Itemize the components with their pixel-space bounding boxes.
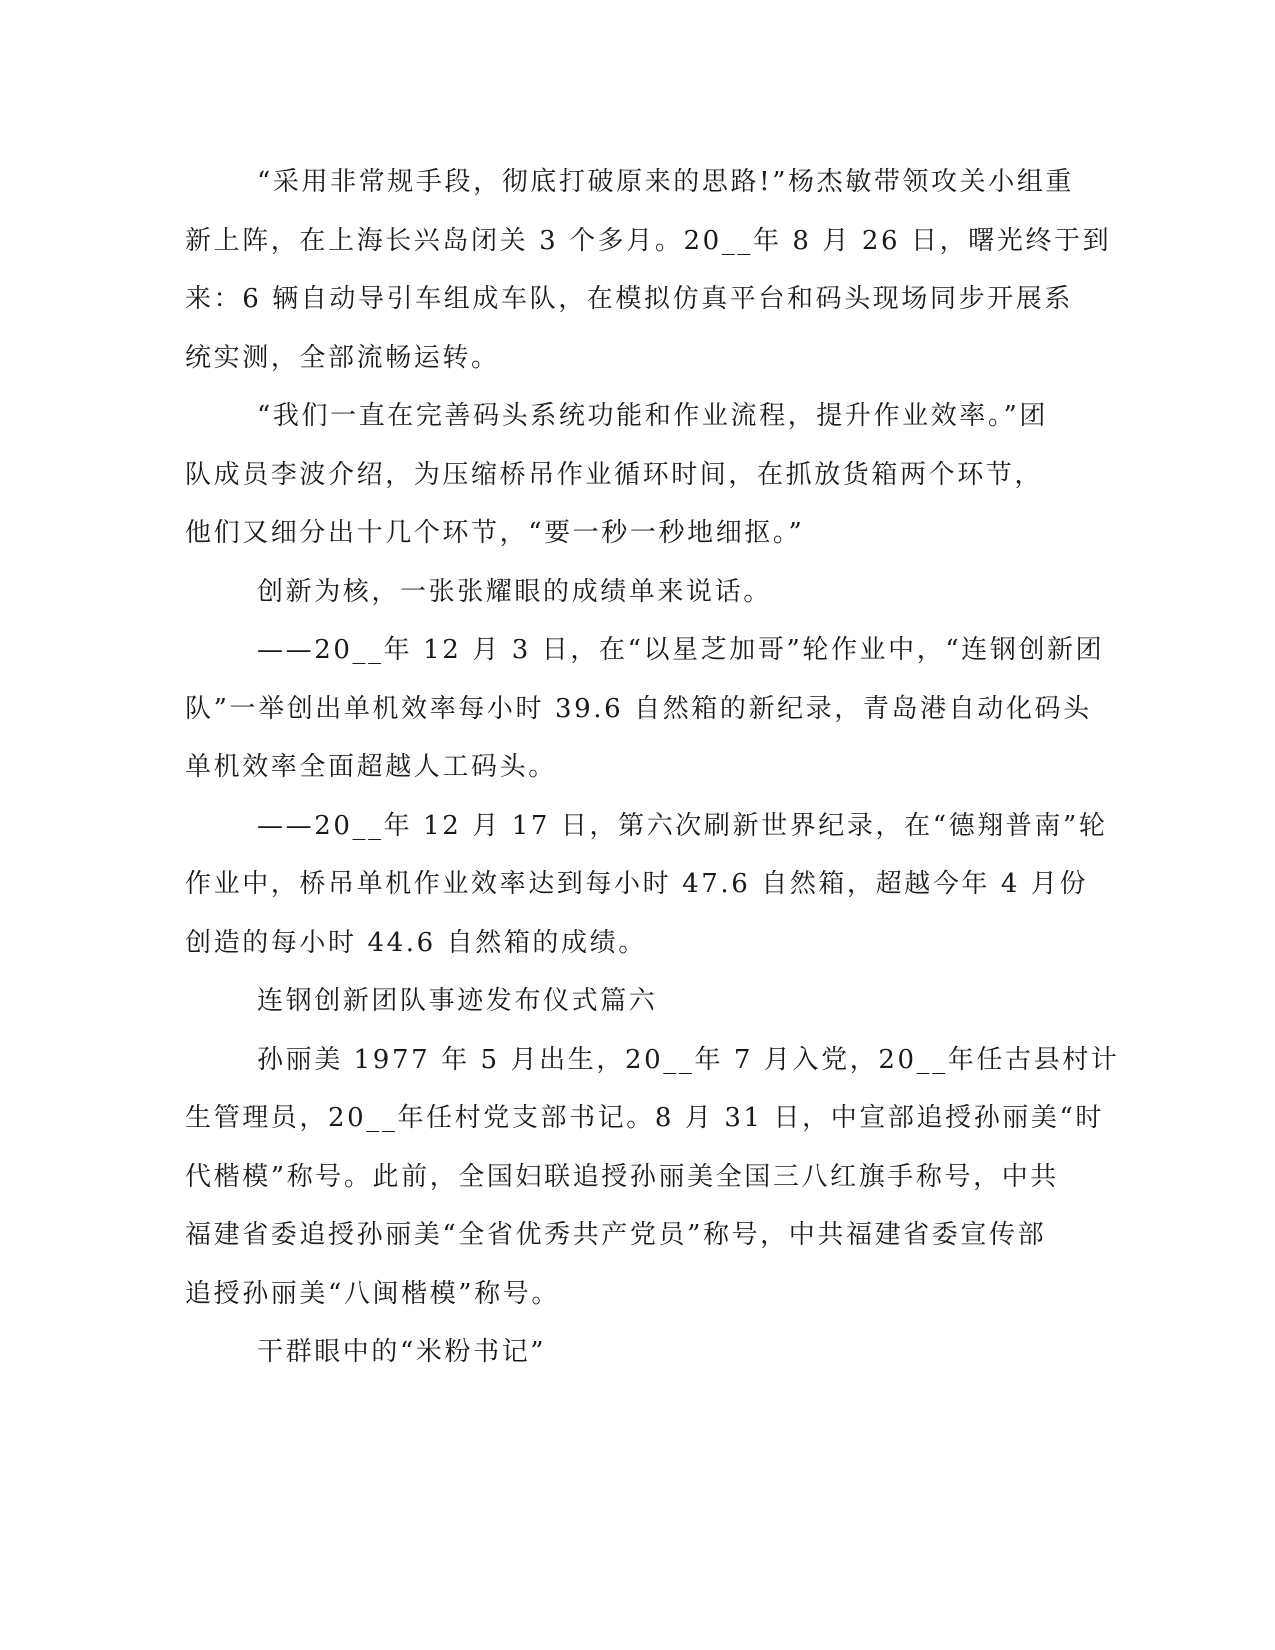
subheading-rice-noodle-secretary: [185, 1323, 1055, 1382]
text-line: “我们一直在完善码头系统功能和作业流程，提升作业效率。”团: [257, 401, 1048, 431]
text-line: 生管理员，20__年任村党支部书记。8 月 31 日，中宣部追授孙丽美“时: [185, 1103, 1104, 1133]
text-line: ——20__年 12 月 17 日，第六次刷新世界纪录，在“德翔普南”轮: [257, 810, 1108, 841]
text-line: 他们又细分出十几个环节，“要一秒一秒地细抠。”: [185, 518, 805, 548]
text-line: ——20__年 12 月 3 日，在“以星芝加哥”轮作业中，“连钢创新团: [257, 635, 1105, 665]
text-line: 队成员李波介绍，为压缩桥吊作业循环时间，在抓放货箱两个环节，: [185, 459, 1044, 490]
document-body: [185, 153, 1120, 1382]
paragraph-breakthrough: [185, 153, 1112, 387]
text-line: 创造的每小时 44.6 自然箱的成绩。: [185, 927, 647, 958]
text-line: 队”一举创出单机效率每小时 39.6 自然箱的新纪录，青岛港自动化码头: [185, 693, 1092, 724]
text-line: 连钢创新团队事迹发布仪式篇六: [257, 986, 658, 1016]
text-line: 干群眼中的“米粉书记”: [257, 1337, 547, 1367]
section-heading: [185, 972, 1055, 1031]
text-line: 新上阵，在上海长兴岛闭关 3 个多月。20__年 8 月 26 日，曙光终于到: [185, 225, 1112, 256]
text-line: 福建省委追授孙丽美“全省优秀共产党员”称号，中共福建省委宣传部: [185, 1220, 1047, 1250]
text-line: 孙丽美 1977 年 5 月出生，20__年 7 月入党，20__年任古县村计: [257, 1044, 1120, 1075]
text-line: 来：6 辆自动导引车组成车队，在模拟仿真平台和码头现场同步开展系: [185, 284, 1074, 314]
text-line: “采用非常规手段，彻底打破原来的思路!”杨杰敏带领攻关小组重: [257, 167, 1075, 197]
paragraph-record-dec-17: [185, 797, 1108, 973]
text-line: 统实测，全部流畅运转。: [185, 342, 500, 373]
text-line: 追授孙丽美“八闽楷模”称号。: [185, 1278, 560, 1309]
text-line: 代楷模”称号。此前，全国妇联追授孙丽美全国三八红旗手称号，中共: [185, 1161, 1059, 1192]
paragraph-sun-limei: [185, 1031, 1120, 1324]
paragraph-efficiency: [185, 387, 1055, 563]
text-line: 单机效率全面超越人工码头。: [185, 752, 557, 782]
paragraph-innovation: [185, 563, 1055, 622]
text-line: 创新为核，一张张耀眼的成绩单来说话。: [257, 576, 772, 607]
paragraph-record-dec-3: [185, 621, 1105, 797]
text-line: 作业中，桥吊单机作业效率达到每小时 47.6 自然箱，超越今年 4 月份: [185, 869, 1089, 899]
